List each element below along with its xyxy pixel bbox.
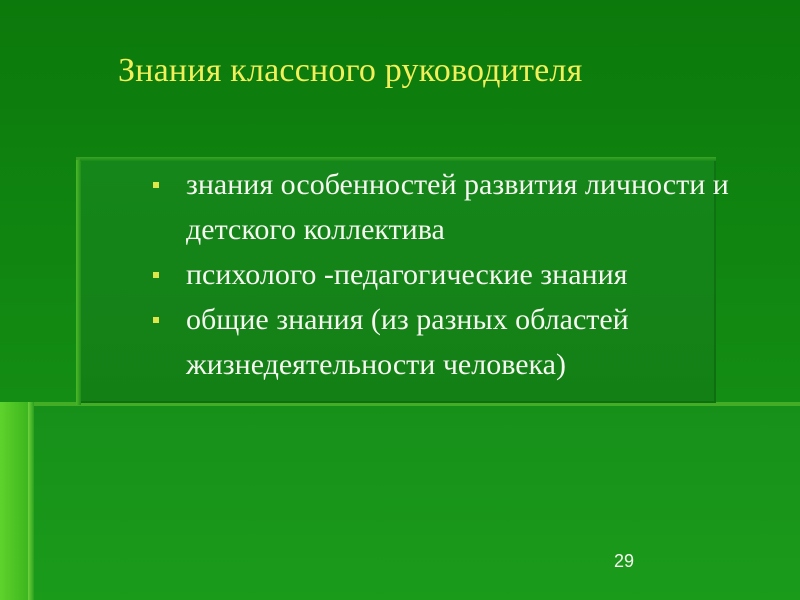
bullet-text: психолого -педагогические знания (186, 258, 628, 291)
decorative-panel-lower-edge (28, 402, 34, 600)
bullet-text: знания особенностей развития личности и детского коллектива (186, 168, 729, 246)
decorative-panel-lower (28, 402, 800, 600)
bullet-square-icon (153, 272, 159, 278)
decorative-panel-edge-top (80, 157, 716, 161)
bullet-square-icon (153, 317, 159, 323)
page-number: 29 (614, 551, 635, 571)
decorative-panel-edge-left (76, 160, 81, 405)
bullet-item (150, 252, 770, 297)
bullet-text: общие знания (из разных областей жизнедеятельности человека) (186, 303, 629, 381)
bullet-square-icon (153, 182, 159, 188)
decorative-strip (0, 402, 28, 600)
bullet-list (150, 162, 770, 387)
bullet-item (150, 162, 770, 252)
slide-title: Знания классного руководителя (118, 52, 583, 89)
bullet-item (150, 297, 770, 387)
